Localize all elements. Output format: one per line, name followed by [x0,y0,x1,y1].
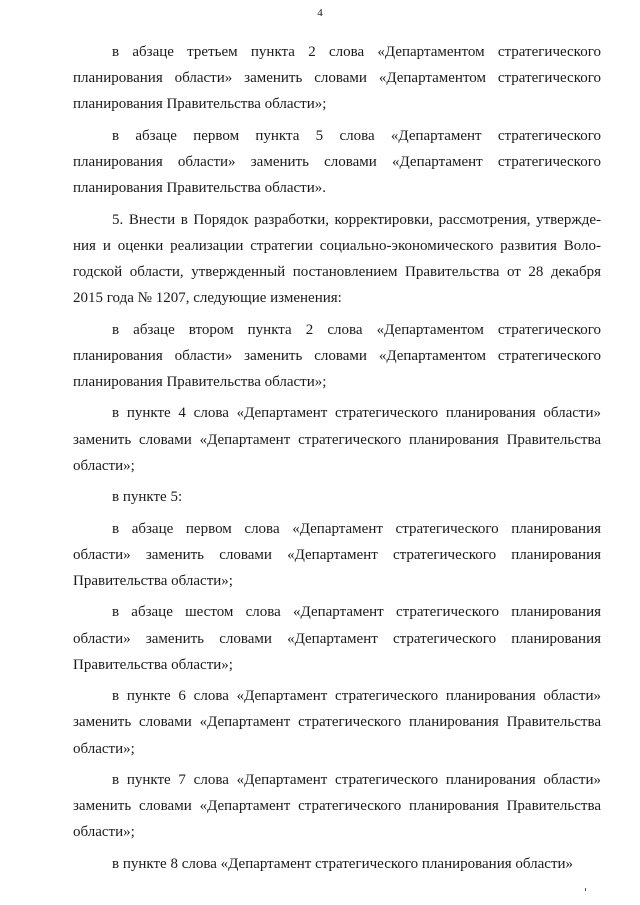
document-body [73,39,601,882]
paragraph-6: в пункте 5: [112,489,183,506]
paragraph-8: в абзаце шестом слова «Департамент стратегического планирования области» заменить словами «Департамент стратегического планирования Правительства области»; [73,604,601,673]
scan-artifact-mark [585,888,586,891]
paragraph-11: в пункте 8 слова «Департамент стратегического планирования области» [112,855,574,872]
page-number: 4 [317,7,323,19]
paragraph-3: 5. Внести в Порядок разработки, корректировки, рассмотрения, утверждения и оценки реализации стратегии социально-экономического развития Вологодской области, утвержденный постановлением Правительства от 28 декабря 2015 года № 1207, следующие изменения: [73,211,601,307]
paragraph-9: в пункте 6 слова «Департамент стратегического планирования области» заменить словами «Департамент стратегического планирования Правительства области»; [73,688,601,757]
paragraph-4: в абзаце втором пункта 2 слова «Департаментом стратегического планирования области» заменить словами «Департаментом стратегического планирования Правительства области»; [73,321,601,390]
paragraph-5: в пункте 4 слова «Департамент стратегического планирования области» заменить словами «Департамент стратегического планирования Правительства области»; [73,405,601,474]
paragraph-1: в абзаце третьем пункта 2 слова «Департаментом стратегического планирования области» заменить словами «Департаментом стратегического планирования Правительства области»; [73,44,601,113]
paragraph-10: в пункте 7 слова «Департамент стратегического планирования области» заменить словами «Департамент стратегического планирования Правительства области»; [73,771,601,841]
paragraph-2: в абзаце первом пункта 5 слова «Департамент стратегического планирования области» заменить словами «Департамент стратегического планирования Правительства области». [73,127,601,197]
paragraph-7: в абзаце первом слова «Департамент стратегического планирования области» заменить словами «Департамент стратегического планирования Правительства области»; [73,520,601,589]
